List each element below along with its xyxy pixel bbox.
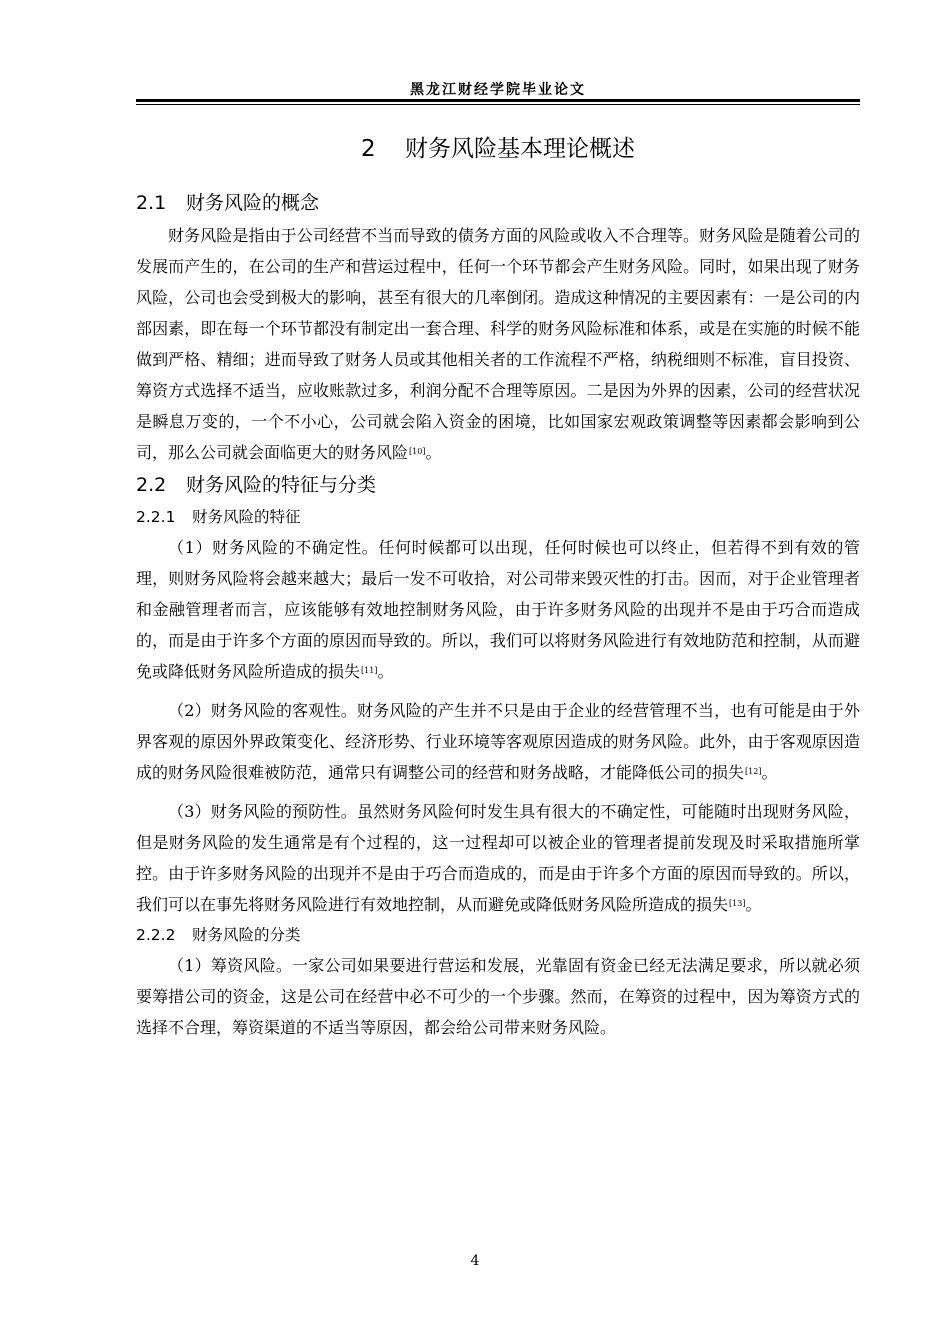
paragraph-2-2-1-b [136,695,860,788]
running-header: 黑龙江财经学院毕业论文 [410,82,586,98]
header-rule-thick [136,99,860,102]
section-title: 财务风险的特征与分类 [186,474,377,496]
page-number: 4 [470,1253,480,1269]
paragraph-2-2-1-a [136,532,860,687]
subsection-heading-2-2-1 [136,502,860,532]
header-rule-thin [136,104,860,105]
chapter-number: 2 [361,136,376,162]
paragraph-2-2-2-a: （1）筹资风险。一家公司如果要进行营运和发展，光靠固有资金已经无法满足要求，所以就必须要筹措公司的资金，这是公司在经营中必不可少的一个步骤。然而，在筹资的过程中，因为筹资方式的选择不合理，筹资渠道的不适当等原因，都会给公司带来财务风险。 [136,956,860,1037]
citation: [10] [409,447,426,456]
paragraph-2-1 [136,220,860,468]
paragraph-end: 。 [377,662,394,681]
citation: [13] [729,899,746,908]
section-number: 2.1 [136,192,167,214]
subsection-number: 2.2.1 [136,508,176,526]
paragraph-end: 。 [745,895,762,914]
subsection-title: 财务风险的特征 [192,508,301,526]
citation: [11] [361,666,378,675]
paragraph-text: （2）财务风险的客观性。财务风险的产生并不只是由于企业的经营管理不当，也有可能是由于外界客观的原因外界政策变化、经济形势、行业环境等客观原因造成的财务风险。此外，由于客观原因造成的财务风险很难被防范，通常只有调整公司的经营和财务战略，才能降低公司的损失 [136,701,860,782]
subsection-title: 财务风险的分类 [192,926,301,944]
section-heading-2-2 [136,468,860,502]
paragraph-2-2-1-c [136,796,860,920]
page-body [136,128,860,1043]
section-heading-2-1 [136,186,860,220]
chapter-title [136,128,860,170]
paragraph-text: （1）财务风险的不确定性。任何时候都可以出现，任何时候也可以终止，但若得不到有效的管理，则财务风险将会越来越大；最后一发不可收拾，对公司带来毁灭性的打击。因而，对于企业管理者和金融管理者而言，应该能够有效地控制财务风险，由于许多财务风险的出现并不是由于巧合而造成的，而是由于许多个方面的原因而导致的。所以，我们可以将财务风险进行有效地防范和控制，从而避免或降低财务风险所造成的损失 [136,538,860,681]
subsection-number: 2.2.2 [136,926,176,944]
paragraph-end: 。 [425,443,442,462]
section-title: 财务风险的概念 [186,192,320,214]
paragraph-end: 。 [761,763,778,782]
subsection-heading-2-2-2 [136,920,860,950]
chapter-title-text: 财务风险基本理论概述 [404,136,635,162]
citation: [12] [745,767,762,776]
paragraph-text: 财务风险是指由于公司经营不当而导致的债务方面的风险或收入不合理等。财务风险是随着公司的发展而产生的，在公司的生产和营运过程中，任何一个环节都会产生财务风险。同时，如果出现了财务风险，公司也会受到极大的影响，甚至有很大的几率倒闭。造成这种情况的主要因素有：一是公司的内部因素，即在每一个环节都没有制定出一套合理、科学的财务风险标准和体系，或是在实施的时候不能做到严格、精细；进而导致了财务人员或其他相关者的工作流程不严格，纳税细则不标准，盲目投资、筹资方式选择不适当，应收账款过多，利润分配不合理等原因。二是因为外界的因素，公司的经营状况是瞬息万变的，一个不小心，公司就会陷入资金的困境，比如国家宏观政策调整等因素都会影响到公司，那么公司就会面临更大的财务风险 [136,226,860,462]
paragraph-text: （3）财务风险的预防性。虽然财务风险何时发生具有很大的不确定性，可能随时出现财务风险，但是财务风险的发生通常是有个过程的，这一过程却可以被企业的管理者提前发现及时采取措施所掌控。由于许多财务风险的出现并不是由于巧合而造成的，而是由于许多个方面的原因而导致的。所以，我们可以在事先将财务风险进行有效地控制，从而避免或降低财务风险所造成的损失 [136,802,860,914]
section-number: 2.2 [136,474,167,496]
